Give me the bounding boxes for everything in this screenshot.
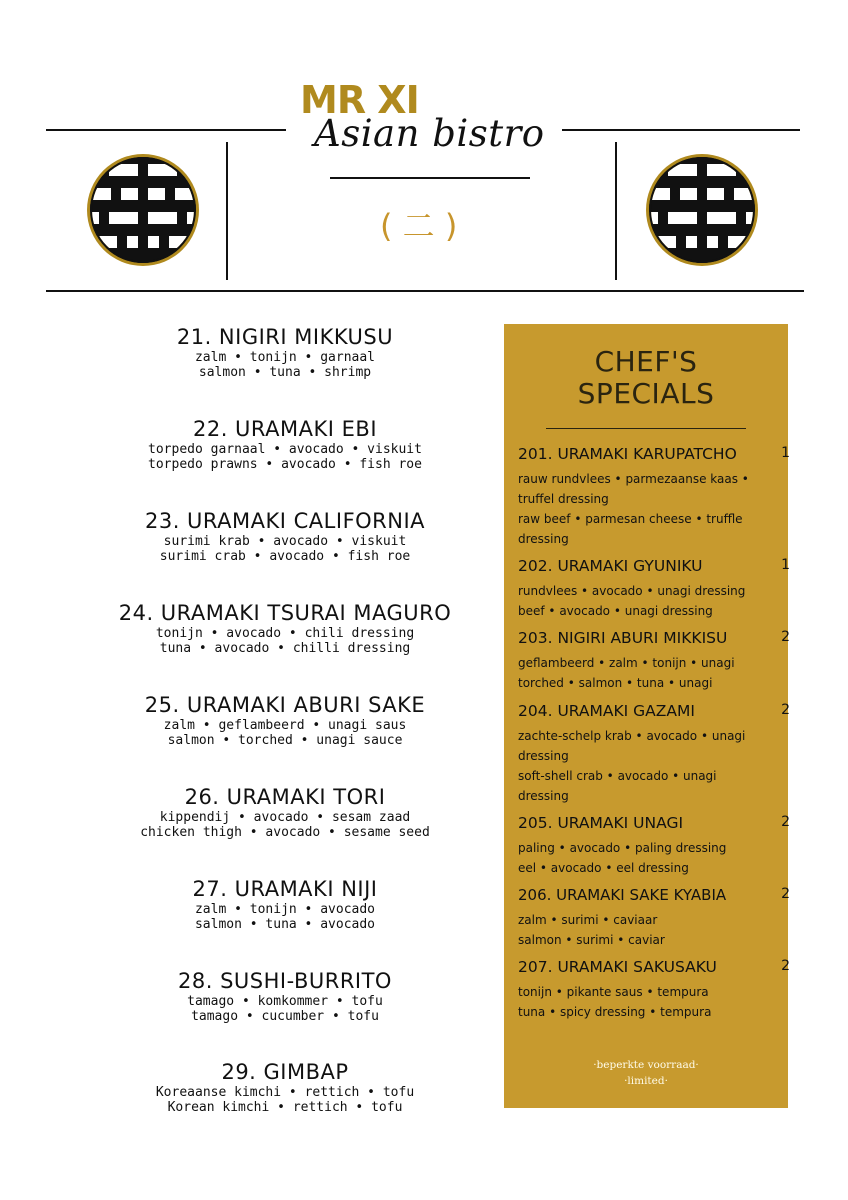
special-item-desc-en: soft-shell crab • avocado • unagi dressing (518, 769, 717, 803)
menu-item-desc-nl: Koreaanse kimchi • rettich • tofu (155, 1085, 415, 1100)
special-item-desc-nl: paling • avocado • paling dressing (518, 841, 727, 855)
menu-item (75, 692, 495, 748)
special-item-desc-en: salmon • surimi • caviar (518, 933, 665, 947)
header-rule-left (46, 129, 286, 131)
special-item-desc-en: raw beef • parmesan cheese • truffle dressing (518, 512, 743, 546)
menu-item-desc-nl: tonijn • avocado • chili dressing (155, 626, 415, 641)
specials-heading-line2: SPECIALS (577, 377, 715, 410)
special-item-desc-en: eel • avocado • eel dressing (518, 861, 689, 875)
header-rule-right (562, 129, 800, 131)
menu-item-desc-nl: surimi krab • avocado • viskuit (163, 534, 407, 549)
special-item-title: 203. NIGIRI ABURI MIKKISU (518, 629, 728, 647)
special-item-title: 202. URAMAKI GYUNIKU (518, 557, 703, 575)
menu-item-title: 24. URAMAKI TSURAI MAGURO (118, 601, 452, 625)
menu-item-desc-nl: kippendij • avocado • sesam zaad (159, 810, 411, 825)
header-divider-right (615, 142, 617, 280)
special-item (518, 956, 790, 1022)
menu-item-title: 27. URAMAKI NIJI (192, 877, 378, 901)
special-item-desc-nl: rauw rundvlees • parmezaanse kaas • truffel dressing (518, 472, 749, 506)
special-item-desc-nl: zachte-schelp krab • avocado • unagi dressing (518, 729, 746, 763)
special-item-qty: 2 (781, 629, 790, 645)
special-item-qty: 2 (781, 814, 790, 830)
special-item (518, 443, 790, 549)
special-item-desc-nl: geflambeerd • zalm • tonijn • unagi (518, 656, 735, 670)
special-item-title: 201. URAMAKI KARUPATCHO (518, 445, 737, 463)
special-item-title: 206. URAMAKI SAKE KYABIA (518, 886, 727, 904)
menu-item-title: 28. SUSHI-BURRITO (178, 969, 392, 993)
special-item-desc-nl: rundvlees • avocado • unagi dressing (518, 584, 746, 598)
special-item-desc-en: torched • salmon • tuna • unagi (518, 676, 713, 690)
special-item-title: 207. URAMAKI SAKUSAKU (518, 958, 717, 976)
header-divider-left (226, 142, 228, 280)
menu-item (75, 508, 495, 564)
menu-item (75, 1059, 495, 1115)
special-item (518, 700, 790, 806)
menu-item-desc-en: tuna • avocado • chilli dressing (159, 641, 411, 656)
menu-item (75, 416, 495, 472)
menu-item-title: 23. URAMAKI CALIFORNIA (144, 509, 426, 533)
menu-item (75, 600, 495, 656)
menu-item-desc-en: salmon • tuna • shrimp (198, 365, 372, 380)
double-happiness-icon (642, 150, 762, 270)
menu-item-desc-nl: zalm • tonijn • garnaal (194, 350, 375, 365)
menu-item-title: 22. URAMAKI EBI (192, 417, 378, 441)
specials-footer-en: ·limited· (624, 1075, 668, 1087)
special-item (518, 812, 790, 878)
menu-item-title: 21. NIGIRI MIKKUSU (176, 325, 394, 349)
menu-item-title: 25. URAMAKI ABURI SAKE (144, 693, 426, 717)
menu-item-title: 26. URAMAKI TORI (184, 785, 386, 809)
special-item (518, 555, 790, 621)
menu-item-desc-en: chicken thigh • avocado • sesame seed (140, 825, 430, 840)
double-happiness-icon (83, 150, 203, 270)
menu-item-desc-nl: zalm • tonijn • avocado (194, 902, 375, 917)
special-item-qty: 2 (781, 886, 790, 902)
chefs-specials-panel (504, 324, 788, 1108)
menu-item-desc-nl: zalm • geflambeerd • unagi saus (163, 718, 407, 733)
special-item-desc-nl: zalm • surimi • caviaar (518, 913, 658, 927)
special-item-qty: 1 (781, 445, 790, 461)
special-item-qty: 2 (781, 958, 790, 974)
emblem-text: ( 二 ) (380, 207, 458, 245)
special-item-desc-en: beef • avocado • unagi dressing (518, 604, 713, 618)
menu-item (75, 876, 495, 932)
special-item-title: 205. URAMAKI UNAGI (518, 814, 684, 832)
menu-item-desc-en: torpedo prawns • avocado • fish roe (148, 457, 422, 472)
menu-item-desc-en: salmon • torched • unagi sauce (167, 733, 403, 748)
menu-item (75, 784, 495, 840)
menu-item-desc-en: Korean kimchi • rettich • tofu (167, 1100, 403, 1115)
menu-item (75, 324, 495, 380)
special-item (518, 884, 790, 950)
specials-divider (546, 428, 746, 429)
menu-item-desc-en: tamago • cucumber • tofu (191, 1009, 379, 1024)
special-item-title: 204. URAMAKI GAZAMI (518, 702, 695, 720)
brand-name: MR XI (300, 78, 419, 122)
special-item-qty: 1 (781, 557, 790, 573)
menu-item-desc-en: salmon • tuna • avocado (194, 917, 375, 932)
special-item-desc-nl: tonijn • pikante saus • tempura (518, 985, 709, 999)
menu-item (75, 968, 495, 1024)
brand-tagline: Asian bistro (314, 112, 545, 155)
specials-heading-line1: CHEF'S (594, 345, 698, 378)
menu-item-desc-nl: tamago • komkommer • tofu (187, 994, 383, 1009)
special-item-desc-en: tuna • spicy dressing • tempura (518, 1005, 712, 1019)
header-rule-bottom (46, 290, 804, 292)
specials-footer-nl: ·beperkte voorraad· (593, 1059, 699, 1071)
special-item (518, 627, 790, 693)
header-rule-center (330, 177, 530, 179)
menu-item-desc-nl: torpedo garnaal • avocado • viskuit (148, 442, 422, 457)
menu-item-title: 29. GIMBAP (221, 1060, 349, 1084)
menu-item-desc-en: surimi crab • avocado • fish roe (159, 549, 411, 564)
special-item-qty: 2 (781, 702, 790, 718)
